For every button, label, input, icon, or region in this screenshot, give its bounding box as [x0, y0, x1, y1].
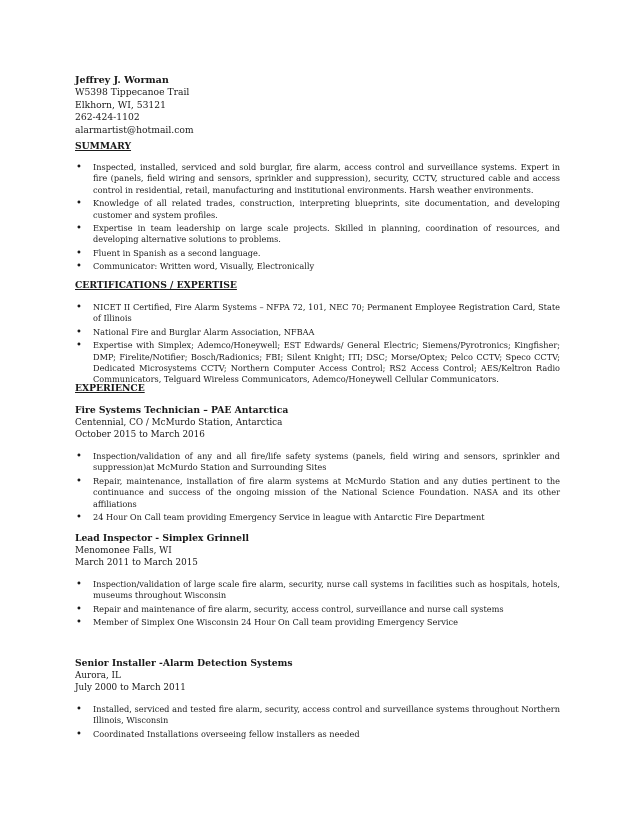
contact-block — [75, 75, 194, 137]
email-address: alarmartist@hotmail.com — [75, 124, 194, 136]
list-item: • Expertise in team leadership on large scale projects. Skilled in planning, coordination of resources, and developing alternative solutions to problems. — [75, 223, 560, 246]
list-item: • Repair, maintenance, installation of fire alarm systems at McMurdo Station and any duties pertinent to the continuance and success of the ongoing mission of the National Science Foundation. NASA and its other affiliations — [75, 476, 560, 510]
address-line-2: Elkhorn, WI, 53121 — [75, 99, 166, 111]
list-item: • Fluent in Spanish as a second language. — [75, 248, 560, 259]
experience-heading: EXPERIENCE — [75, 383, 145, 394]
list-item: • Inspection/validation of any and all fire/life safety systems (panels, field wiring and sensors, sprinkler and suppression)at McMurdo Station and Surrounding Sites — [75, 451, 560, 474]
job-location: Centennial, CO / McMurdo Station, Antarctica — [75, 418, 283, 429]
list-item: • Repair and maintenance of fire alarm, security, access control, surveillance and nurse call systems — [75, 604, 560, 615]
phone-number: 262-424-1102 — [75, 112, 140, 124]
job-location: Menomonee Falls, WI — [75, 546, 172, 557]
list-item: • Member of Simplex One Wisconsin 24 Hour On Call team providing Emergency Service — [75, 617, 560, 628]
job-dates: October 2015 to March 2016 — [75, 430, 205, 441]
job-duties-list — [75, 579, 560, 631]
job-entry — [75, 533, 249, 570]
job-title: Fire Systems Technician – PAE Antarctica — [75, 405, 289, 416]
job-duties-list — [75, 451, 560, 525]
applicant-name: Jeffrey J. Worman — [75, 75, 169, 86]
list-item: • Knowledge of all related trades, construction, interpreting blueprints, site documentation, and developing customer and system profiles. — [75, 198, 560, 221]
certifications-list — [75, 302, 560, 388]
job-entry — [75, 658, 293, 695]
job-duties-list — [75, 704, 560, 742]
summary-heading: SUMMARY — [75, 141, 132, 152]
list-item: • Inspection/validation of large scale fire alarm, security, nurse call systems in facilities such as hospitals, hotels, museums throughout Wisconsin — [75, 579, 560, 602]
list-item: • National Fire and Burglar Alarm Association, NFBAA — [75, 327, 560, 338]
job-location: Aurora, IL — [75, 671, 121, 682]
list-item: • Installed, serviced and tested fire alarm, security, access control and surveillance systems throughout Northern Illinois, Wisconsin — [75, 704, 560, 727]
list-item: • 24 Hour On Call team providing Emergency Service in league with Antarctic Fire Department — [75, 512, 560, 523]
address-line-1: W5398 Tippecanoe Trail — [75, 87, 190, 99]
list-item: • Expertise with Simplex; Ademco/Honeywell; EST Edwards/ General Electric; Siemens/Pyrotronics; Kingfisher; DMP; Firelite/Notifier; Bosch/Radionics; FBI; Silent Knight; ITI; DSC; Morse/Optex; Pelco CCTV; Speco CCTV; Dedicated Microsystems CCTV; Northern Computer Access Control; RS2 Access Control; AES/Keltron Radio Communicators, Telguard Wireless Communicators, Ademco/Honeywell Cellular Communicators. — [75, 340, 560, 386]
list-item: • Communicator: Written word, Visually, Electronically — [75, 261, 560, 272]
job-title: Lead Inspector - Simplex Grinnell — [75, 533, 249, 544]
job-title: Senior Installer -Alarm Detection Systems — [75, 658, 293, 669]
certifications-heading: CERTIFICATIONS / EXPERTISE — [75, 280, 237, 291]
job-entry — [75, 405, 288, 442]
list-item: • Coordinated Installations overseeing fellow installers as needed — [75, 729, 560, 740]
job-dates: July 2000 to March 2011 — [75, 683, 186, 694]
summary-list — [75, 162, 560, 275]
list-item: • NICET II Certified, Fire Alarm Systems – NFPA 72, 101, NEC 70; Permanent Employee Registration Card, State of Illinois — [75, 302, 560, 325]
list-item: • Inspected, installed, serviced and sold burglar, fire alarm, access control and surveillance systems. Expert in fire (panels, field wiring and sensors, sprinkler and suppression), security, CCTV, structured cable and access control in residential, retail, manufacturing and institutional environments. Harsh weather environments. — [75, 162, 560, 196]
job-dates: March 2011 to March 2015 — [75, 558, 198, 569]
